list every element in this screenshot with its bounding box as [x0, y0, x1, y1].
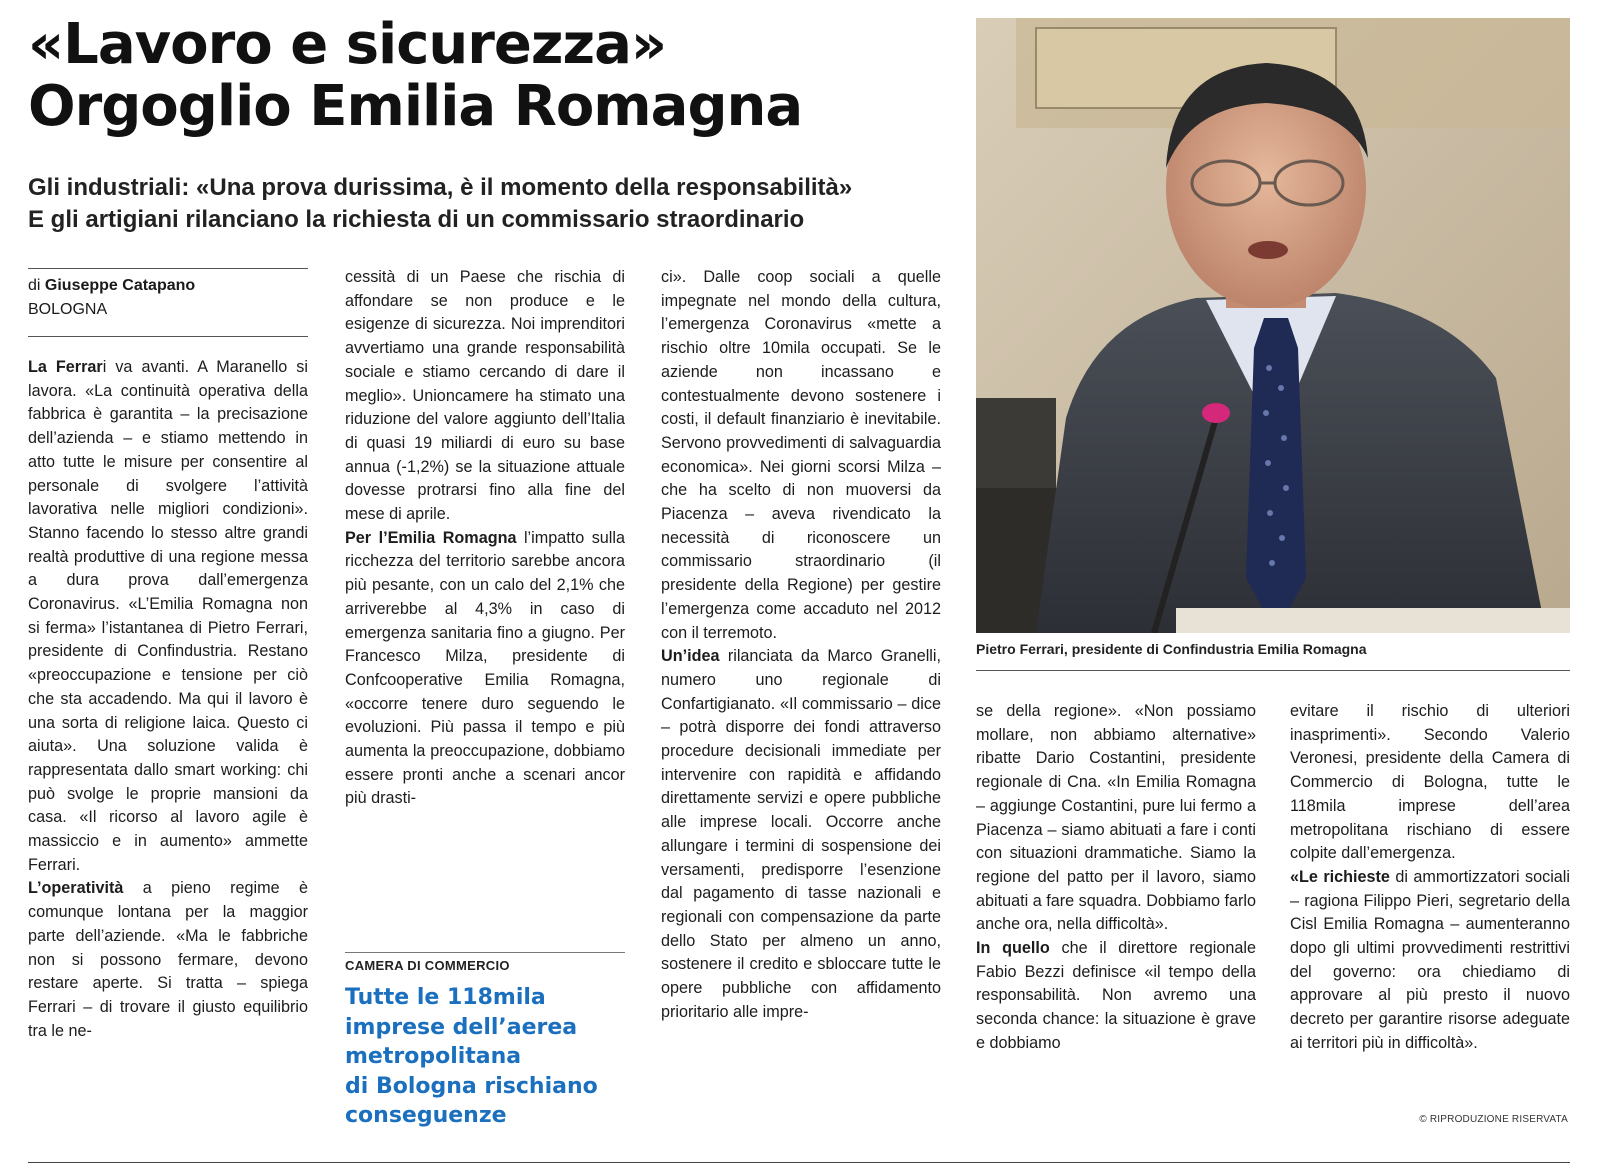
paragraph [1290, 866, 1570, 1056]
paragraph-lead: Un’idea [661, 647, 720, 666]
subheadline-line-1: Gli industriali: «Una prova durissima, è il momento della responsabilità» [28, 174, 853, 201]
copyright-notice: © RIPRODUZIONE RISERVATA [1419, 1114, 1568, 1125]
box-top-rule [345, 952, 625, 953]
paragraph-lead: Per l’Emilia Romagna [345, 528, 517, 547]
paragraph-text: l’impatto sulla ricchezza del territorio sarebbe ancora più pesante, con un calo del 2,1% che arriverebbe al 4,3% in caso di emergenza sanitaria fino a giugno. Per Francesco Milza, presidente di Confcooperative Emilia Romagna, «occorre tenere duro seguendo le evoluzioni. Più passa il tempo e più aumenta la preoccupazione, dobbiamo essere pronti anche a scenari ancor più drasti- [345, 528, 625, 808]
subheadline [28, 172, 958, 236]
paragraph-text: a pieno regime è comunque lontana per la maggior parte dell’aziende. «Ma le fabbriche non si possono fermare, devono restare aperte. Si tratta – spiega Ferrari – di trovare il giusto equilibrio tra le ne- [28, 879, 308, 1040]
paragraph [976, 700, 1256, 937]
box-title-line: imprese dell’aerea [345, 1014, 578, 1040]
paragraph-text: di ammortizzatori sociali – ragiona Filippo Pieri, segretario della Cisl Emilia Romagna – aumenteranno dopo gli ultimi provvedimenti restrittivi del governo: ora chiediamo di approvare al più presto il nuovo decreto per garantire risorse adeguate ai territori più in difficoltà». [1290, 867, 1570, 1052]
paragraph-text: rilanciata da Marco Granelli, numero uno regionale di Confartigianato. «Il commissario – dice – potrà disporre dei fondi attraverso procedure decisionali immediate per intervenire con rapidità e affidando direttamente servizi e opere pubbliche alle imprese locali. Occorre anche allungare i termini di sospensione dei versamenti, predisporre l’esenzione dal pagamento di tasse nazionali e regionali con compensazione da parte dello Stato per almeno un anno, sostenere il credito e sbloccare tutte le opere pubbliche con affidamento prioritario alle impre- [661, 647, 941, 1021]
paragraph-lead: La Ferrar [28, 358, 103, 376]
paragraph-lead: «Le richieste [1290, 867, 1390, 886]
paragraph-text: i va avanti. A Maranello si lavora. «La continuità operativa della fabbrica è garantita – la precisazione dell’azienda – e stiamo mettendo in atto tutte le misure per consentire al personale di svolgere l’attività lavorativa nelle migliori condizioni». Stanno facendo lo stesso altre grandi realtà produttive di una regione messa a dura prova dall’emergenza Coronavirus. «L’Emilia Romagna non si ferma» l’istantanea di Pietro Ferrari, presidente di Confindustria. Restano «preoccupazione e tensione per ciò che sta accadendo. Ma qui il lavoro è una sorta di religione laica. Questo ci aiuta». Una soluzione valida è rappresentata dallo smart working: chi può svolge le proprie mansioni da casa. «Il ricorso al lavoro agile è massiccio e in aumento» ammette Ferrari. [28, 358, 309, 874]
byline-author: Giuseppe Catapano [44, 277, 196, 294]
paragraph [28, 356, 308, 877]
paragraph-text: che il direttore regionale Fabio Bezzi definisce «il tempo della responsabilità. Non avremo una seconda chance: la situazione è grave e dobbiamo [976, 939, 1257, 1052]
paragraph [345, 527, 625, 811]
subheadline-line-2: E gli artigiani rilanciano la richiesta di un commissario straordinario [28, 206, 805, 233]
paragraph-text: se della regione». «Non possiamo mollare, non abbiamo alternative» ribatte Dario Costantini, presidente regionale di Cna. «In Emilia Romagna – aggiunge Costantini, pure lui fermo a Piacenza – siamo abituati a fare i conti con situazioni drammatiche. Siamo la regione del patto per il lavoro, siamo abituati a fare squadra. Dobbiamo farlo anche ora, nella difficoltà». [976, 702, 1256, 934]
paragraph-text: ci». Dalle coop sociali a quelle impegnate nel mondo della cultura, l’emergenza Coronavirus «mette a rischio oltre 10mila occupati. Se le aziende non incassano e contestualmente devono sostenere i costi, il default finanziario è inevitabile. Servono provvedimenti di salvaguardia economica». Nei giorni scorsi Milza – che ha scelto di non muoversi da Piacenza – aveva rivendicato la necessità di riconoscere un commissario straordinario (il presidente della Regione) per gestire l’emergenza come accaduto nel 2012 con il terremoto. [661, 268, 941, 642]
box-title-line: di Bologna rischiano [345, 1073, 598, 1099]
byline-prefix: di [28, 277, 41, 294]
box-kicker: CAMERA DI COMMERCIO [345, 958, 510, 973]
box-title-line: metropolitana [345, 1044, 522, 1069]
article-photo [976, 18, 1570, 633]
paragraph [661, 266, 941, 645]
byline-top-rule [28, 268, 308, 269]
caption-bottom-rule [976, 670, 1570, 671]
byline-location: BOLOGNA [28, 301, 108, 318]
paragraph [661, 645, 941, 1024]
paragraph [345, 266, 625, 527]
headline-line-1: «Lavoro e sicurezza» [28, 12, 667, 77]
byline-bottom-rule [28, 336, 308, 337]
paragraph [976, 937, 1256, 1056]
photo-caption: Pietro Ferrari, presidente di Confindustria Emilia Romagna [976, 641, 1367, 657]
box-title-line: conseguenze [345, 1103, 507, 1128]
article-column-4 [976, 700, 1256, 1056]
paragraph-lead: In quello [976, 939, 1050, 958]
box-title [345, 983, 635, 1131]
photo-illustration [976, 18, 1570, 633]
page-bottom-rule [28, 1162, 1570, 1163]
article-column-5 [1290, 700, 1570, 1056]
article-column-3 [661, 266, 941, 1025]
box-title-line: Tutte le 118mila [345, 985, 546, 1010]
paragraph [1290, 700, 1570, 866]
paragraph-text: evitare il rischio di ulteriori inasprimenti». Secondo Valerio Veronesi, presidente della Camera di Commercio di Bologna, tutte le 118mila imprese dell’area metropolitana rischiano di essere colpite dall’emergenza. [1290, 702, 1570, 863]
byline [28, 274, 308, 322]
paragraph [28, 877, 308, 1043]
headline-line-2: Orgoglio Emilia Romagna [28, 74, 803, 139]
article-column-1 [28, 356, 308, 1043]
paragraph-lead: L’operatività [28, 879, 124, 898]
paragraph-text: cessità di un Paese che rischia di affondare se non produce e le esigenze di sicurezza. Noi imprenditori avvertiamo una grande responsabilità sociale e stiamo cercando di dare il meglio». Unioncamere ha stimato una riduzione del valore aggiunto dell’Italia di quasi 19 miliardi di euro su base annua (-1,2%) se la situazione attuale dovesse protrarsi fino alla fine del mese di aprile. [345, 268, 625, 524]
article-column-2 [345, 266, 625, 811]
headline [28, 14, 958, 138]
